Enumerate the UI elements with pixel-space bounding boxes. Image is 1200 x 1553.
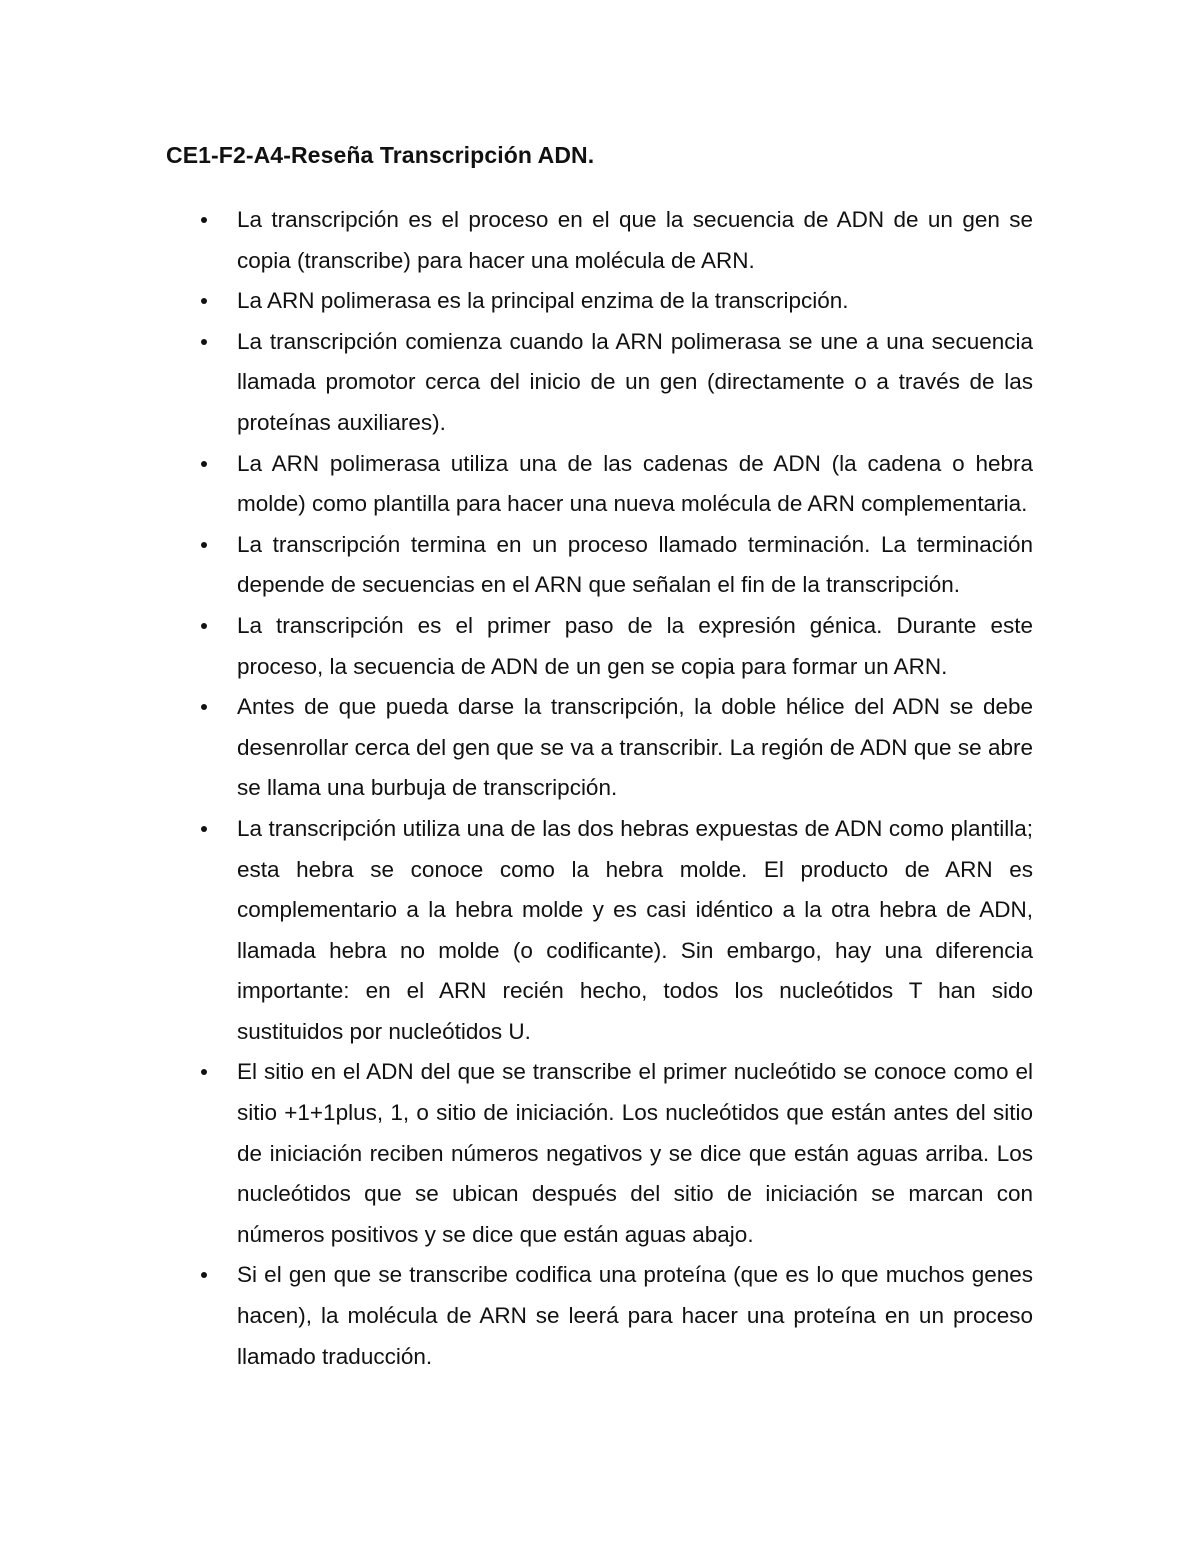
list-item-text: La transcripción termina en un proceso llamado terminación. La terminación depende de secuencias en el ARN que señalan el fin de la transcripción. [237,531,1033,598]
list-item-text: La transcripción utiliza una de las dos hebras expuestas de ADN como plantilla; esta hebra se conoce como la hebra molde. El producto de ARN es complementario a la hebra molde y es casi idéntico a la otra hebra de ADN, llamada hebra no molde (o codificante). Sin embargo, hay una diferencia importante: en el ARN recién hecho, todos los nucleótidos T han sido sustituidos por nucleótidos U. [237,815,1033,1044]
bullet-icon [201,1272,207,1278]
list-item-text: La transcripción es el proceso en el que la secuencia de ADN de un gen se copia (transcribe) para hacer una molécula de ARN. [237,207,1033,273]
document-title: CE1-F2-A4-Reseña Transcripción ADN. [166,142,595,168]
list-item [237,687,1033,809]
list-item-text: La ARN polimerasa utiliza una de las cadenas de ADN (la cadena o hebra molde) como plantilla para hacer una nueva molécula de ARN complementaria. [237,450,1033,517]
list-item-text: Si el gen que se transcribe codifica una proteína (que es lo que muchos genes hacen), la molécula de ARN se leerá para hacer una proteína en un proceso llamado traducción. [237,1262,1033,1369]
list-item-text: El sitio en el ADN del que se transcribe el primer nucleótido se conoce como el sitio +1+1plus, 1, o sitio de iniciación. Los nucleótidos que están antes del sitio de iniciación reciben números negativos y se dice que están aguas arriba. Los nucleótidos que se ubican después del sitio de iniciación se marcan con números positivos y se dice que están aguas abajo. [237,1059,1033,1247]
list-item [237,200,1033,281]
bullet-icon [201,1069,207,1075]
list-item [237,606,1033,687]
bullet-icon [201,461,207,467]
list-item [237,1255,1033,1377]
bullet-list [237,200,1033,1377]
list-item [237,444,1033,525]
list-item [237,525,1033,606]
bullet-icon [201,704,207,710]
bullet-icon [201,623,207,629]
bullet-icon [201,826,207,832]
list-item [237,281,1033,322]
list-item-text: La transcripción comienza cuando la ARN polimerasa se une a una secuencia llamada promotor cerca del inicio de un gen (directamente o a través de las proteínas auxiliares). [237,328,1033,435]
list-item [237,1052,1033,1255]
list-item [237,322,1033,444]
list-item-text: Antes de que pueda darse la transcripción, la doble hélice del ADN se debe desenrollar cerca del gen que se va a transcribir. La región de ADN que se abre se llama una burbuja de transcripción. [237,694,1033,801]
bullet-icon [201,217,207,223]
list-item-text: La transcripción es el primer paso de la expresión génica. Durante este proceso, la secuencia de ADN de un gen se copia para formar un ARN. [237,612,1033,679]
bullet-icon [201,339,207,345]
bullet-icon [201,298,207,304]
list-item-text: La ARN polimerasa es la principal enzima de la transcripción. [237,288,849,314]
bullet-icon [201,542,207,548]
list-item [237,809,1033,1053]
